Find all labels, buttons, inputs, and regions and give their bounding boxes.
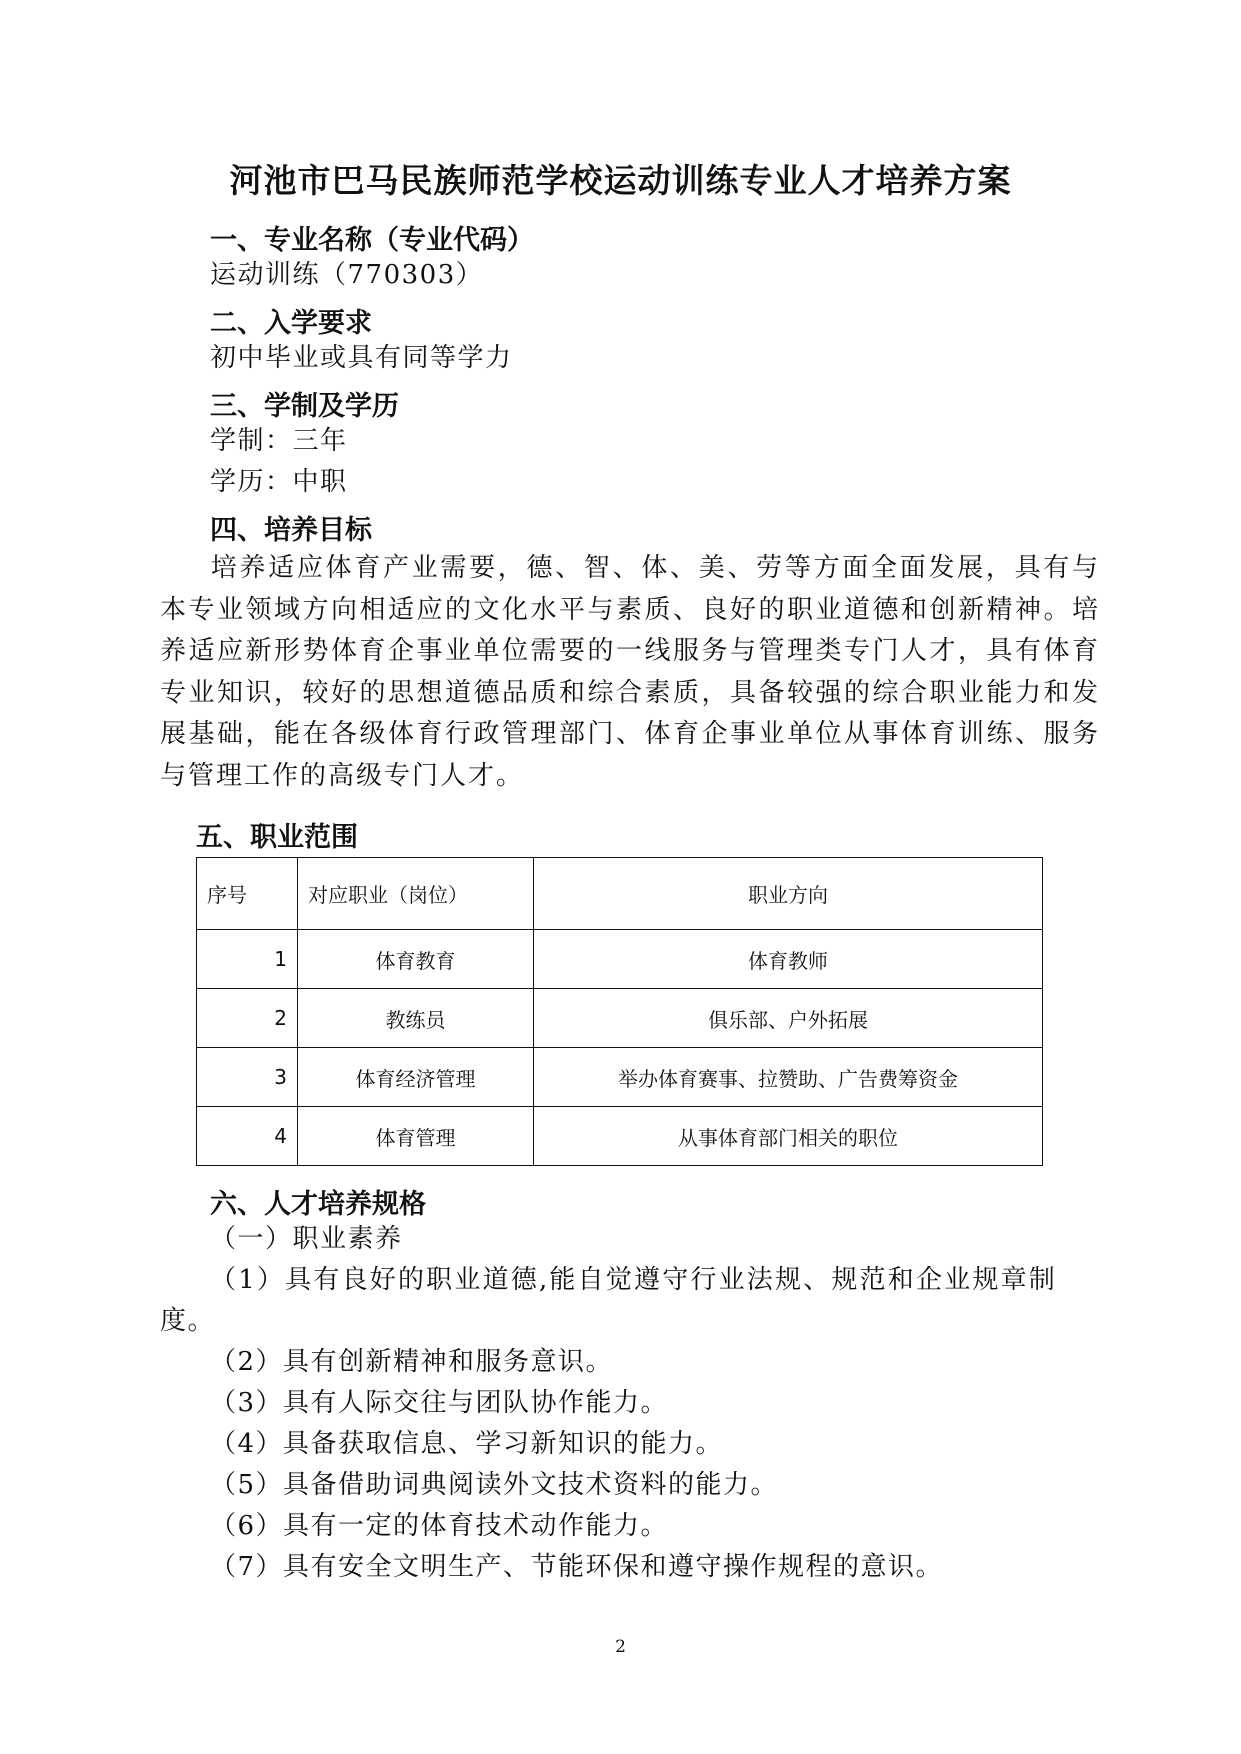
list-item: （3）具有人际交往与团队协作能力。 bbox=[210, 1388, 669, 1418]
section-5-heading: 五、职业范围 bbox=[196, 822, 358, 853]
table-cell: 3 bbox=[197, 1048, 298, 1107]
header-cell: 序号 bbox=[197, 858, 298, 930]
table-cell: 教练员 bbox=[298, 989, 534, 1048]
table-cell: 体育管理 bbox=[298, 1107, 534, 1166]
table-cell: 体育经济管理 bbox=[298, 1048, 534, 1107]
table-cell: 从事体育部门相关的职位 bbox=[534, 1107, 1043, 1166]
table-row bbox=[197, 930, 1043, 989]
occupation-table bbox=[196, 857, 1043, 1166]
section-2-heading: 二、入学要求 bbox=[210, 308, 372, 339]
section-6-subheading: （一）职业素养 bbox=[210, 1224, 403, 1254]
list-item: （4）具备获取信息、学习新知识的能力。 bbox=[210, 1429, 724, 1459]
table-row bbox=[197, 989, 1043, 1048]
page-number: 2 bbox=[615, 1637, 626, 1657]
list-item: （2）具有创新精神和服务意识。 bbox=[210, 1347, 614, 1377]
section-3-line-1: 学制：三年 bbox=[210, 426, 348, 456]
table-cell: 4 bbox=[197, 1107, 298, 1166]
table-row bbox=[197, 1048, 1043, 1107]
list-item: （6）具有一定的体育技术动作能力。 bbox=[210, 1511, 669, 1541]
section-4-text: 培养适应体育产业需要，德、智、体、美、劳等方面全面发展，具有与本专业领域方向相适应的文化水平与素质、良好的职业道德和创新精神。培养适应新形势体育企事业单位需要的一线服务与管理类专门人才，具有体育专业知识，较好的思想道德品质和综合素质，具备较强的综合职业能力和发展基础，能在各级体育行政管理部门、体育企事业单位从事体育训练、服务与管理工作的高级专门人才。 bbox=[160, 553, 1100, 791]
table-cell: 2 bbox=[197, 989, 298, 1048]
table-cell: 体育教师 bbox=[534, 930, 1043, 989]
section-4-paragraph bbox=[160, 548, 1100, 797]
table-header-row bbox=[197, 858, 1043, 930]
table-row bbox=[197, 1107, 1043, 1166]
section-3-heading: 三、学制及学历 bbox=[210, 391, 399, 422]
table-cell: 俱乐部、户外拓展 bbox=[534, 989, 1043, 1048]
section-6-heading: 六、人才培养规格 bbox=[210, 1189, 426, 1220]
header-cell: 对应职业（岗位） bbox=[298, 858, 534, 930]
list-item: （5）具备借助词典阅读外文技术资料的能力。 bbox=[210, 1470, 779, 1500]
list-item: （1）具有良好的职业道德,能自觉遵守行业法规、规范和企业规章制 bbox=[210, 1265, 1058, 1295]
list-item: 度。 bbox=[160, 1306, 216, 1336]
table-cell: 举办体育赛事、拉赞助、广告费筹资金 bbox=[534, 1048, 1043, 1107]
section-2-text: 初中毕业或具有同等学力 bbox=[210, 343, 513, 373]
document-title: 河池市巴马民族师范学校运动训练专业人才培养方案 bbox=[229, 161, 1012, 200]
header-cell: 职业方向 bbox=[534, 858, 1043, 930]
section-3-line-2: 学历：中职 bbox=[210, 467, 348, 497]
section-4-heading: 四、培养目标 bbox=[210, 515, 372, 546]
table-cell: 1 bbox=[197, 930, 298, 989]
section-1-text: 运动训练（770303） bbox=[210, 260, 484, 290]
table-cell: 体育教育 bbox=[298, 930, 534, 989]
list-item: （7）具有安全文明生产、节能环保和遵守操作规程的意识。 bbox=[210, 1552, 944, 1582]
section-1-heading: 一、专业名称（专业代码） bbox=[210, 225, 534, 256]
